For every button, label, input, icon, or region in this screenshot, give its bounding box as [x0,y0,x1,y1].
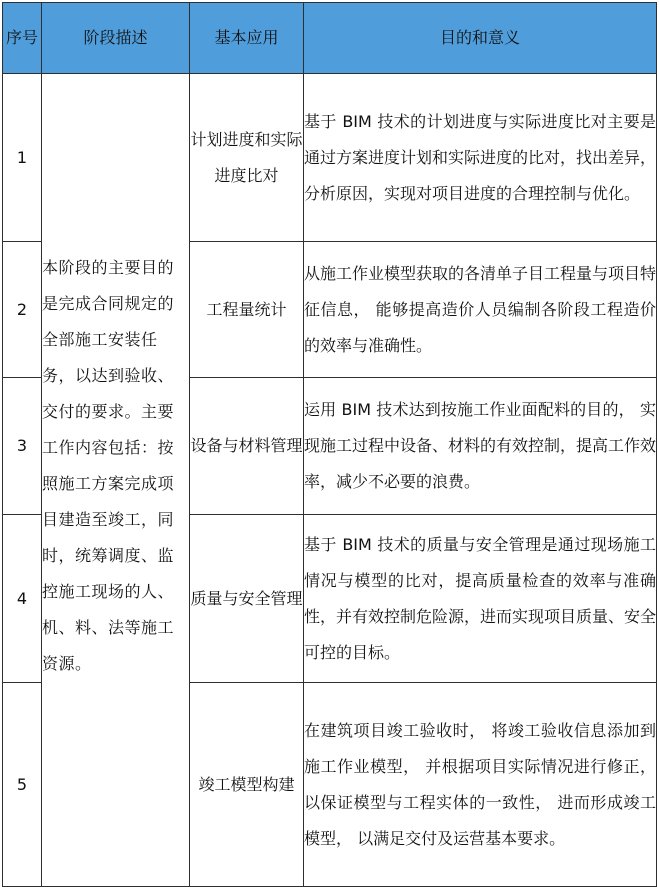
row-number: 2 [3,242,42,378]
stage-description: 本阶段的主要目的是完成合同规定的全部施工安装任务，以达到验收、交付的要求。主要工作内容包括：按照施工方案完成项目建造至竣工，同时，统筹调度、监控施工现场的人、机、料、法等施工资源。 [42,258,175,673]
stage-description-cell [42,74,190,887]
purpose-text: 从施工作业模型获取的各清单子目工程量与项目特征信息， 能够提高造价人员编制各阶段工程造价的效率与准确性。 [304,242,657,378]
purpose-text: 基于 BIM 技术的质量与安全管理是通过现场施工情况与模型的比对，提高质量检查的效率与准确性，并有效控制危险源，进而实现项目质量、安全可控的目标。 [304,515,657,683]
header-stage: 阶段描述 [42,3,190,74]
row-number: 5 [3,683,42,887]
bim-construction-stage-table [2,2,657,887]
application-name: 计划进度和实际进度比对 [190,74,304,242]
header-row [3,3,657,74]
row-number: 4 [3,515,42,683]
header-application: 基本应用 [190,3,304,74]
application-name: 设备与材料管理 [190,378,304,515]
table-row [3,74,657,242]
purpose-text: 在建筑项目竣工验收时， 将竣工验收信息添加到施工作业模型， 并根据项目实际情况进行修正，以保证模型与工程实体的一致性， 进而形成竣工模型， 以满足交付及运营基本要求。 [304,683,657,887]
row-number: 3 [3,378,42,515]
header-purpose: 目的和意义 [304,3,657,74]
application-name: 质量与安全管理 [190,515,304,683]
application-name: 工程量统计 [190,242,304,378]
application-name: 竣工模型构建 [190,683,304,887]
header-no: 序号 [3,3,42,74]
purpose-text: 基于 BIM 技术的计划进度与实际进度比对主要是通过方案进度计划和实际进度的比对，找出差异，分析原因，实现对项目进度的合理控制与优化。 [304,74,657,242]
purpose-text: 运用 BIM 技术达到按施工作业面配料的目的， 实现施工过程中设备、材料的有效控制，提高工作效率，减少不必要的浪费。 [304,378,657,515]
row-number: 1 [3,74,42,242]
